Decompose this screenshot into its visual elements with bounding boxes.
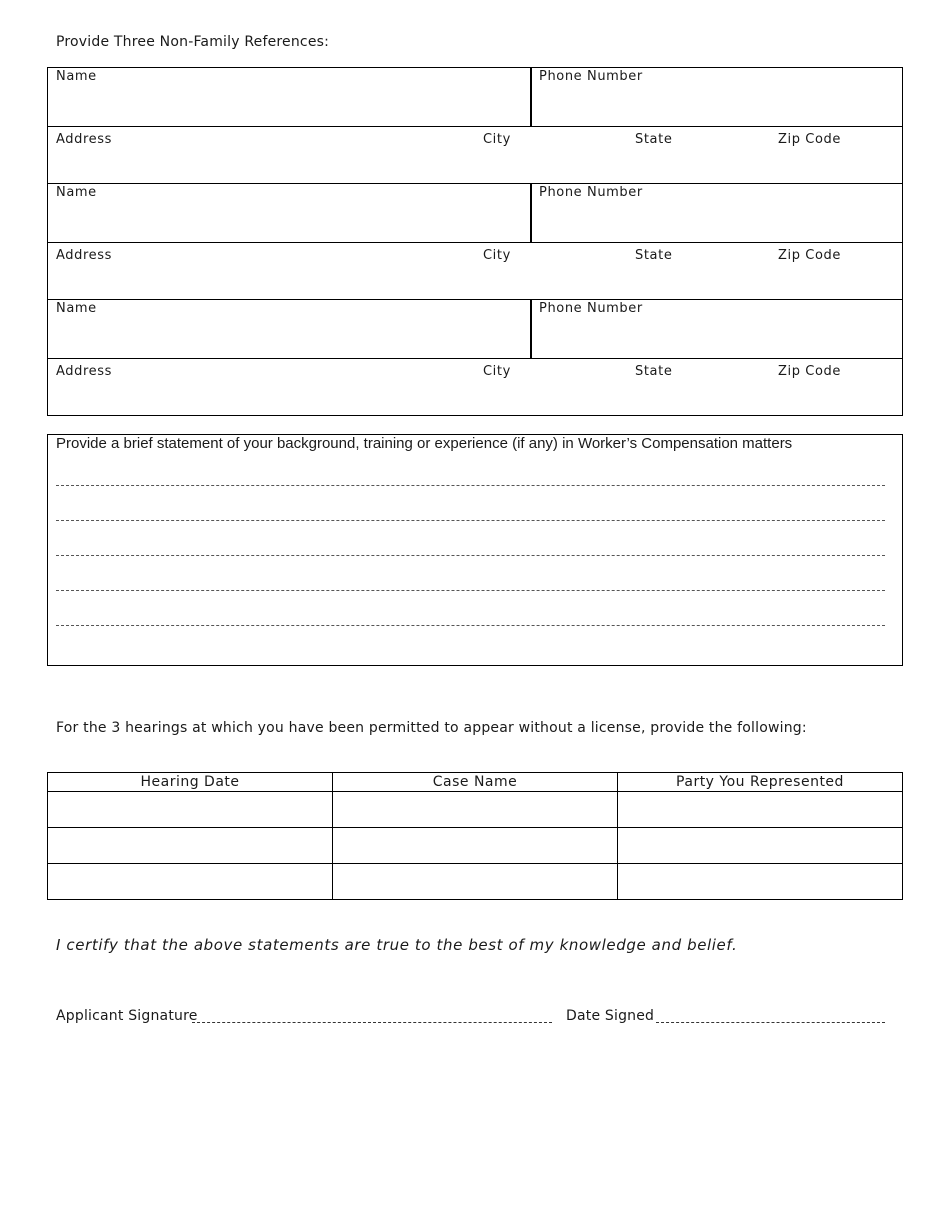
party-represented-cell[interactable]	[618, 828, 903, 864]
writing-line	[56, 520, 885, 521]
table-row	[48, 792, 903, 828]
references-heading: Provide Three Non-Family References:	[56, 34, 330, 50]
case-name-cell[interactable]	[333, 864, 618, 900]
name-label: Name	[56, 301, 97, 316]
hearings-table	[47, 772, 903, 900]
writing-line	[56, 590, 885, 591]
reference-2-name-field[interactable]	[48, 184, 530, 242]
city-label: City	[483, 248, 511, 263]
applicant-signature-field[interactable]	[192, 1022, 552, 1023]
phone-label: Phone Number	[539, 301, 643, 316]
address-label: Address	[56, 364, 112, 379]
zip-code-label: Zip Code	[778, 364, 841, 379]
phone-label: Phone Number	[539, 69, 643, 84]
hearing-date-header: Hearing Date	[48, 773, 333, 792]
zip-code-label: Zip Code	[778, 132, 841, 147]
case-name-cell[interactable]	[333, 792, 618, 828]
city-label: City	[483, 132, 511, 147]
reference-2-address-field[interactable]	[48, 243, 902, 299]
party-represented-cell[interactable]	[618, 864, 903, 900]
writing-line	[56, 625, 885, 626]
certification-statement: I certify that the above statements are true to the best of my knowledge and belief.	[56, 936, 738, 954]
writing-line	[56, 485, 885, 486]
hearing-date-cell[interactable]	[48, 828, 333, 864]
reference-1-name-field[interactable]	[48, 68, 530, 126]
name-label: Name	[56, 185, 97, 200]
hearings-intro: For the 3 hearings at which you have been permitted to appear without a license, provide the following:	[56, 720, 807, 736]
reference-1-address-field[interactable]	[48, 127, 902, 183]
address-label: Address	[56, 132, 112, 147]
state-label: State	[635, 132, 673, 147]
reference-3-address-field[interactable]	[48, 359, 902, 415]
statement-prompt: Provide a brief statement of your background, training or experience (if any) in Worker’s Compensation matters	[56, 435, 793, 452]
writing-line	[56, 555, 885, 556]
hearing-date-cell[interactable]	[48, 792, 333, 828]
reference-1-phone-field[interactable]	[532, 68, 902, 126]
hearing-date-cell[interactable]	[48, 864, 333, 900]
statement-input[interactable]	[48, 460, 902, 665]
table-row	[48, 828, 903, 864]
city-label: City	[483, 364, 511, 379]
name-label: Name	[56, 69, 97, 84]
table-header-row	[48, 773, 903, 792]
party-represented-header: Party You Represented	[618, 773, 903, 792]
case-name-cell[interactable]	[333, 828, 618, 864]
date-signed-field[interactable]	[656, 1022, 885, 1023]
reference-3-name-field[interactable]	[48, 300, 530, 358]
applicant-signature-label: Applicant Signature	[56, 1008, 198, 1024]
address-label: Address	[56, 248, 112, 263]
table-row	[48, 864, 903, 900]
case-name-header: Case Name	[333, 773, 618, 792]
state-label: State	[635, 248, 673, 263]
date-signed-label: Date Signed	[566, 1008, 655, 1024]
party-represented-cell[interactable]	[618, 792, 903, 828]
phone-label: Phone Number	[539, 185, 643, 200]
reference-3-phone-field[interactable]	[532, 300, 902, 358]
state-label: State	[635, 364, 673, 379]
zip-code-label: Zip Code	[778, 248, 841, 263]
reference-2-phone-field[interactable]	[532, 184, 902, 242]
